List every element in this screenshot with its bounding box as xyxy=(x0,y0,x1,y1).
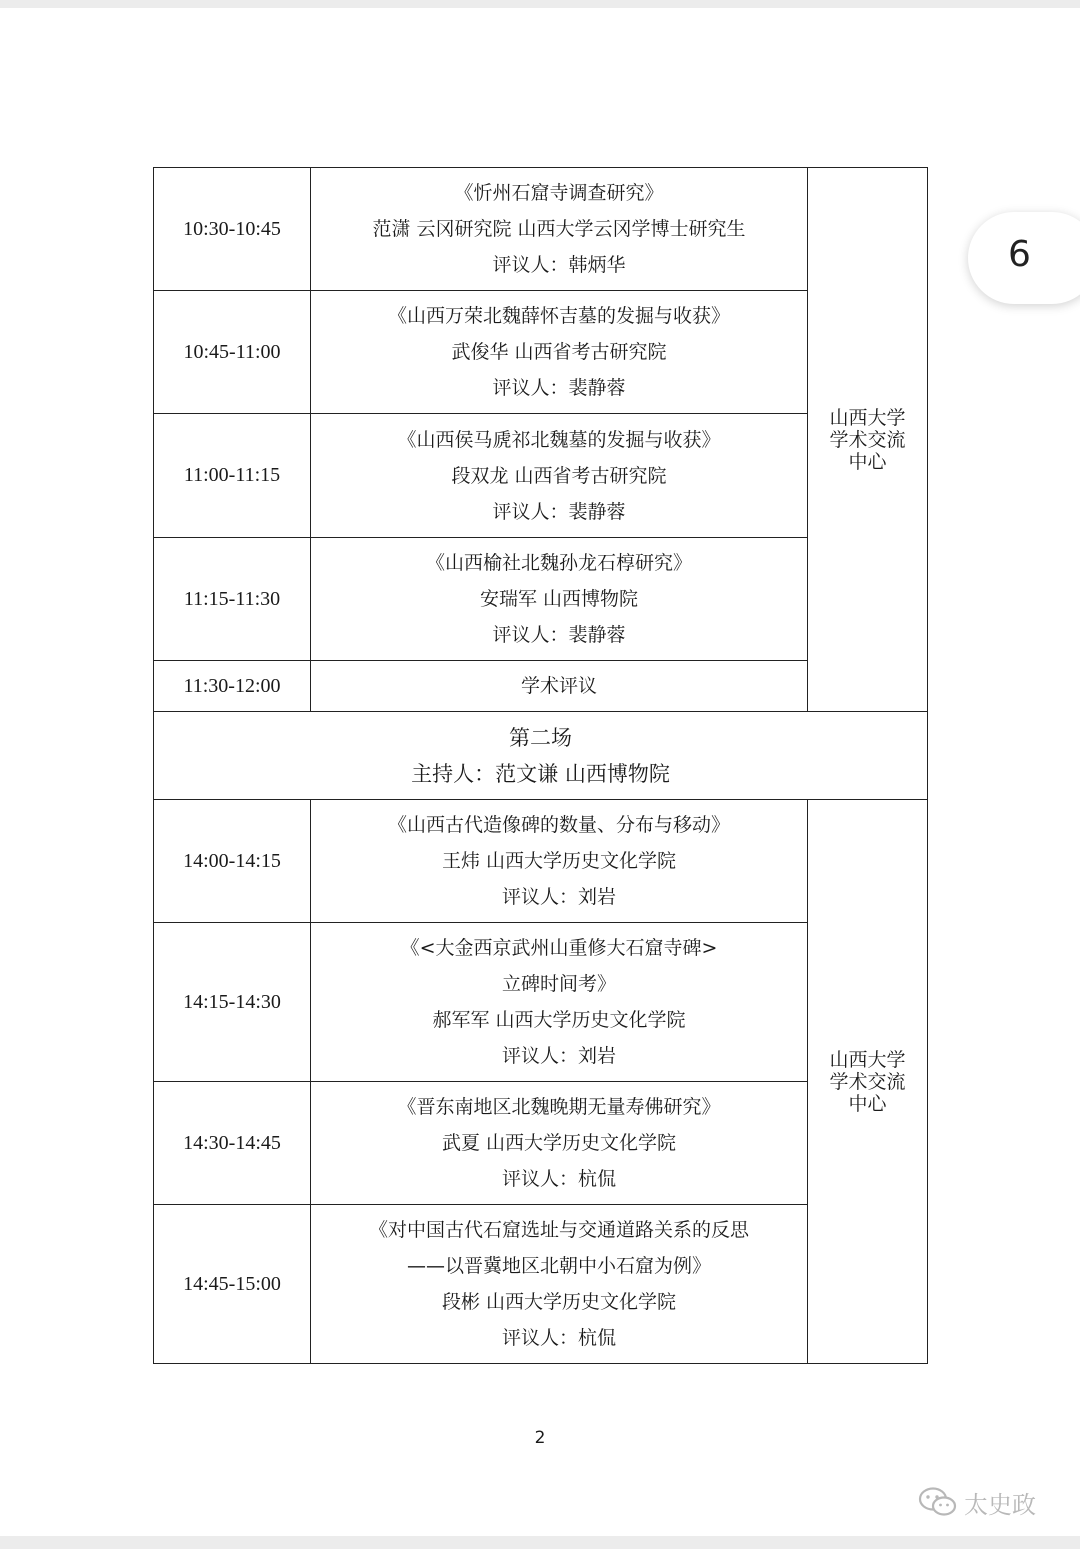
talk-cell xyxy=(311,800,808,923)
talk-speaker: 郝军军 山西大学历史文化学院 xyxy=(432,1009,686,1031)
talk-speaker: 王炜 山西大学历史文化学院 xyxy=(441,850,677,872)
talk-cell xyxy=(311,1082,808,1205)
time-cell: 14:00-14:15 xyxy=(154,800,311,923)
talk-reviewer: 评议人：刘岩 xyxy=(501,886,616,908)
schedule-table xyxy=(153,167,928,1364)
talk-title: 《晋东南地区北魏晚期无量寿佛研究》 xyxy=(397,1096,721,1118)
time-cell: 14:15-14:30 xyxy=(154,923,311,1082)
time-cell: 11:00-11:15 xyxy=(154,414,311,538)
talk-title: 《山西侯马虒祁北魏墓的发掘与收获》 xyxy=(397,428,721,451)
session-host: 主持人：范文谦 山西博物院 xyxy=(411,761,670,786)
session-header-row xyxy=(154,712,928,800)
talk-title: 《山西古代造像碑的数量、分布与移动》 xyxy=(387,814,730,836)
talk-title: 《<大金西京武州山重修大石窟寺碑> xyxy=(400,937,718,959)
page-indicator-number: 6 xyxy=(1008,234,1031,275)
talk-title-cont: ——以晋冀地区北朝中小石窟为例》 xyxy=(406,1255,711,1277)
table-row xyxy=(154,800,928,923)
talk-reviewer: 评议人：裴静蓉 xyxy=(492,500,626,523)
talk-title: 《山西榆社北魏孙龙石椁研究》 xyxy=(425,552,692,574)
talk-speaker: 段双龙 山西省考古研究院 xyxy=(451,464,667,487)
page-indicator-badge[interactable] xyxy=(968,212,1080,304)
time-cell: 14:45-15:00 xyxy=(154,1205,311,1364)
wechat-icon xyxy=(918,1486,958,1518)
page-number: 2 xyxy=(534,1428,546,1448)
talk-speaker: 武夏 山西大学历史文化学院 xyxy=(441,1132,677,1154)
time-cell: 11:15-11:30 xyxy=(154,538,311,661)
talk-cell xyxy=(311,1205,808,1364)
time-cell: 14:30-14:45 xyxy=(154,1082,311,1205)
watermark xyxy=(918,1484,1036,1520)
table-row xyxy=(154,168,928,291)
talk-reviewer: 评议人：裴静蓉 xyxy=(492,624,626,646)
session-title: 第二场 xyxy=(509,725,572,750)
talk-cell xyxy=(311,538,808,661)
venue-cell: 山西大学 学术交流 中心 xyxy=(808,800,928,1364)
viewer-bottom-bar xyxy=(0,1536,1080,1549)
venue-cell: 山西大学 学术交流 中心 xyxy=(808,168,928,712)
talk-title: 《山西万荣北魏薛怀吉墓的发掘与收获》 xyxy=(387,305,730,327)
viewer-top-bar xyxy=(0,0,1080,8)
talk-reviewer: 评议人：裴静蓉 xyxy=(492,377,626,399)
talk-cell xyxy=(311,168,808,291)
discussion-label: 学术评议 xyxy=(520,675,597,697)
talk-speaker: 安瑞军 山西博物院 xyxy=(479,588,639,610)
time-cell: 10:45-11:00 xyxy=(154,291,311,414)
talk-speaker: 段彬 山西大学历史文化学院 xyxy=(441,1291,677,1313)
talk-reviewer: 评议人：韩炳华 xyxy=(492,254,626,276)
watermark-text: 太史政 xyxy=(964,1490,1036,1519)
talk-reviewer: 评议人：杭侃 xyxy=(501,1327,616,1349)
time-cell: 10:30-10:45 xyxy=(154,168,311,291)
time-cell: 11:30-12:00 xyxy=(154,661,311,712)
discussion-cell xyxy=(311,661,808,712)
talk-speaker: 范潇 云冈研究院 山西大学云冈学博士研究生 xyxy=(372,218,746,240)
talk-reviewer: 评议人：刘岩 xyxy=(501,1045,616,1067)
talk-cell xyxy=(311,414,808,538)
talk-speaker: 武俊华 山西省考古研究院 xyxy=(451,341,667,363)
session-header xyxy=(154,712,928,800)
talk-title: 《对中国古代石窟选址与交通道路关系的反思 xyxy=(368,1219,749,1241)
talk-title-cont: 立碑时间考》 xyxy=(501,973,616,995)
talk-cell xyxy=(311,923,808,1082)
talk-cell xyxy=(311,291,808,414)
talk-title: 《忻州石窟寺调查研究》 xyxy=(454,182,664,204)
talk-reviewer: 评议人：杭侃 xyxy=(501,1168,616,1190)
